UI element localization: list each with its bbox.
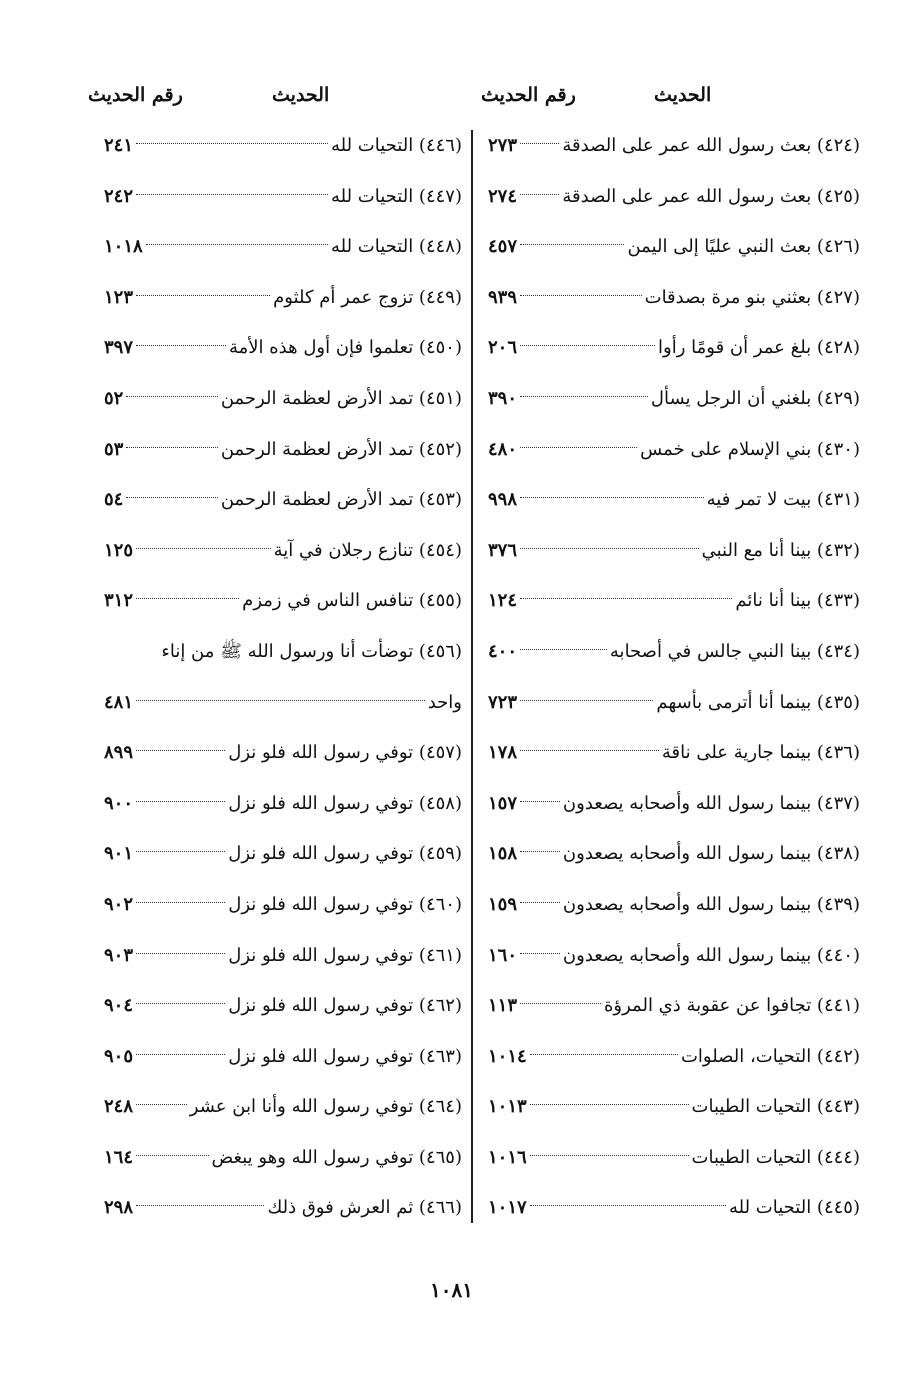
index-entry [488, 172, 860, 223]
hadith-title: (٤٤٢) التحيات، الصلوات [680, 1045, 860, 1067]
hadith-title: (٤٢٥) بعث رسول الله عمر على الصدقة [562, 185, 860, 207]
hadith-title: (٤٥٦) توضأت أنا ورسول الله ﷺ من إناء [161, 640, 462, 662]
hadith-number: ١٠١٦ [488, 1146, 527, 1168]
hadith-number: ٥٣ [104, 438, 124, 460]
hadith-title: (٤٥٣) تمد الأرض لعظمة الرحمن [220, 489, 462, 511]
right-column-number-header: رقم الحديث [481, 84, 576, 106]
hadith-title: (٤٢٧) بعثني بنو مرة بصدقات [644, 286, 860, 308]
index-entry [488, 475, 860, 526]
dot-leader [520, 548, 699, 549]
hadith-number: ٧٢٣ [488, 691, 518, 713]
hadith-number: ١٥٨ [488, 843, 518, 865]
hadith-title: (٤٥١) تمد الأرض لعظمة الرحمن [220, 387, 462, 409]
hadith-number: ٨٩٩ [104, 742, 134, 764]
dot-leader [520, 244, 624, 245]
hadith-title: (٤٦٢) توفي رسول الله فلو نزل [228, 995, 462, 1017]
index-entry [488, 779, 860, 830]
index-entry [104, 1133, 462, 1184]
index-entry [488, 121, 860, 172]
dot-leader [126, 396, 217, 397]
dot-leader [136, 1205, 264, 1206]
index-entry [488, 829, 860, 880]
hadith-number: ٤٨٠ [488, 438, 518, 460]
index-entry [104, 931, 462, 982]
left-column-number-header: رقم الحديث [88, 84, 183, 106]
hadith-title: (٤٥٩) توفي رسول الله فلو نزل [228, 843, 462, 865]
hadith-number: ٥٤ [104, 489, 124, 511]
left-column-hadith-header: الحديث [272, 84, 330, 106]
hadith-title: (٤٢٨) بلغ عمر أن قومًا رأوا [658, 337, 860, 359]
index-entry [104, 222, 462, 273]
hadith-number: ٩٣٩ [488, 286, 518, 308]
index-entry [104, 323, 462, 374]
index-entry [488, 678, 860, 729]
hadith-number: ٢٧٣ [488, 135, 518, 156]
dot-leader [520, 801, 560, 802]
dot-leader [126, 447, 217, 448]
dot-leader [136, 750, 225, 751]
hadith-title: (٤٣٨) بينما رسول الله وأصحابه يصعدون [562, 843, 860, 865]
hadith-title: (٤٤٧) التحيات لله [330, 185, 462, 207]
hadith-title: (٤٣٣) بينا أنا نائم [735, 590, 860, 612]
hadith-number: ٣٧٦ [488, 539, 518, 561]
hadith-number: ١٢٥ [104, 539, 134, 561]
hadith-number: ٥٢ [104, 387, 124, 409]
dot-leader [520, 295, 642, 296]
dot-leader [520, 851, 560, 852]
hadith-title: (٤٤٥) التحيات لله [728, 1197, 860, 1219]
dot-leader [530, 1054, 678, 1055]
index-entry [104, 1183, 462, 1234]
dot-leader [520, 750, 659, 751]
dot-leader [520, 1003, 601, 1004]
hadith-number: ١٦٠ [488, 944, 518, 966]
hadith-title: (٤٤٣) التحيات الطيبات [691, 1096, 860, 1118]
hadith-number: ٩٠١ [104, 843, 134, 865]
index-entry [488, 880, 860, 931]
hadith-title: (٤٢٦) بعث النبي عليًا إلى اليمن [627, 236, 860, 258]
index-entry [104, 728, 462, 779]
index-entry [488, 576, 860, 627]
dot-leader [136, 801, 225, 802]
left-index-column [104, 121, 462, 1234]
hadith-title: (٤٣١) بيت لا تمر فيه [706, 489, 860, 511]
hadith-number: ٢٩٨ [104, 1197, 134, 1219]
hadith-number: ١٢٣ [104, 286, 134, 308]
hadith-number: ١٢٤ [488, 590, 518, 612]
dot-leader [136, 194, 328, 195]
hadith-number: ١٦٤ [104, 1146, 134, 1168]
dot-leader [520, 497, 704, 498]
dot-leader [520, 194, 559, 195]
hadith-title: واحد [427, 691, 462, 713]
index-entry [488, 1133, 860, 1184]
hadith-title: (٤٣٥) بينما أنا أترمى بأسهم [656, 691, 860, 713]
index-entry [488, 222, 860, 273]
hadith-title: (٤٦٦) ثم العرش فوق ذلك [267, 1197, 462, 1219]
dot-leader [146, 244, 328, 245]
hadith-number: ٣٩٠ [488, 387, 518, 409]
hadith-number: ١٠١٣ [488, 1096, 527, 1118]
index-entry [104, 172, 462, 223]
hadith-number: ٩٠٠ [104, 792, 134, 814]
dot-leader [520, 396, 648, 397]
hadith-number: ٩٠٣ [104, 944, 134, 966]
index-entry [104, 121, 462, 172]
index-entry [104, 273, 462, 324]
hadith-title: (٤٤٩) تزوج عمر أم كلثوم [273, 286, 462, 308]
dot-leader [136, 851, 225, 852]
index-entry [488, 1082, 860, 1133]
index-entry [104, 1032, 462, 1083]
hadith-number: ٢٠٦ [488, 337, 518, 359]
hadith-number: ٩٩٨ [488, 489, 518, 511]
hadith-title: (٤٦١) توفي رسول الله فلو نزل [228, 944, 462, 966]
index-entry [488, 323, 860, 374]
hadith-number: ١٠١٨ [104, 236, 143, 258]
hadith-number: ٩٠٥ [104, 1045, 134, 1067]
index-entry [488, 425, 860, 476]
hadith-title: (٤٥٢) تمد الأرض لعظمة الرحمن [220, 438, 462, 460]
hadith-title: (٤٥٧) توفي رسول الله فلو نزل [228, 742, 462, 764]
index-entry [488, 981, 860, 1032]
hadith-title: (٤٣٧) بينما رسول الله وأصحابه يصعدون [562, 792, 860, 814]
column-divider [471, 130, 473, 1223]
hadith-title: (٤٥٠) تعلموا فإن أول هذه الأمة [228, 337, 462, 359]
dot-leader [530, 1155, 689, 1156]
hadith-title: (٤٦٤) توفي رسول الله وأنا ابن عشر [189, 1096, 462, 1118]
dot-leader [520, 447, 637, 448]
hadith-number: ٢٤٨ [104, 1096, 134, 1118]
dot-leader [136, 345, 226, 346]
dot-leader [136, 902, 225, 903]
dot-leader [530, 1205, 726, 1206]
dot-leader [136, 1054, 225, 1055]
hadith-title: (٤٣٤) بينا النبي جالس في أصحابه [609, 640, 860, 662]
hadith-number: ١٧٨ [488, 742, 518, 764]
index-entry [104, 880, 462, 931]
hadith-title: (٤٤٤) التحيات الطيبات [691, 1146, 860, 1168]
hadith-number: ١٥٧ [488, 792, 518, 814]
hadith-title: (٤٣٠) بني الإسلام على خمس [640, 438, 860, 460]
hadith-number: ٣٩٧ [104, 337, 134, 359]
hadith-number: ٤٨١ [104, 691, 134, 713]
dot-leader [520, 902, 560, 903]
hadith-title: (٤٤٨) التحيات لله [330, 236, 462, 258]
dot-leader [136, 1104, 187, 1105]
index-entry [488, 728, 860, 779]
hadith-number: ٢٤١ [104, 135, 134, 156]
dot-leader [136, 143, 328, 144]
hadith-title: (٤٢٩) بلغني أن الرجل يسأل [650, 387, 860, 409]
hadith-title: (٤٣٩) بينما رسول الله وأصحابه يصعدون [562, 893, 860, 915]
dot-leader [520, 143, 559, 144]
right-column-hadith-header: الحديث [654, 84, 712, 106]
hadith-title: (٤٦٣) توفي رسول الله فلو نزل [228, 1045, 462, 1067]
hadith-title: (٤٥٥) تنافس الناس في زمزم [242, 590, 462, 612]
index-entry [104, 425, 462, 476]
dot-leader [126, 497, 217, 498]
dot-leader [520, 649, 607, 650]
hadith-title: (٤٦٠) توفي رسول الله فلو نزل [228, 893, 462, 915]
index-entry [488, 374, 860, 425]
hadith-title: (٤٤٠) بينما رسول الله وأصحابه يصعدون [562, 944, 860, 966]
hadith-number: ٢٤٢ [104, 185, 134, 207]
right-index-column [488, 121, 860, 1234]
dot-leader [136, 700, 425, 701]
index-entry [104, 475, 462, 526]
dot-leader [136, 548, 271, 549]
index-entry [488, 1032, 860, 1083]
dot-leader [520, 700, 653, 701]
hadith-title: (٤٤٦) التحيات لله [330, 135, 462, 156]
index-entry [104, 779, 462, 830]
dot-leader [136, 295, 270, 296]
dot-leader [520, 598, 732, 599]
index-entry [488, 931, 860, 982]
dot-leader [520, 953, 560, 954]
page-number: ١٠٨١ [430, 1278, 473, 1302]
dot-leader [530, 1104, 689, 1105]
index-entry [488, 1183, 860, 1234]
index-entry [104, 981, 462, 1032]
hadith-number: ٤٠٠ [488, 640, 518, 662]
hadith-number: ٣١٢ [104, 590, 134, 612]
hadith-number: ٩٠٤ [104, 995, 134, 1017]
hadith-title: (٤٣٦) بينما جارية على ناقة [661, 742, 860, 764]
index-entry [104, 374, 462, 425]
hadith-number: ١٠١٧ [488, 1197, 527, 1219]
index-entry [104, 576, 462, 627]
hadith-number: ٤٥٧ [488, 236, 518, 258]
dot-leader [520, 345, 655, 346]
dot-leader [136, 953, 225, 954]
hadith-title: (٤٦٥) توفي رسول الله وهو يبغض [211, 1146, 462, 1168]
dot-leader [136, 598, 239, 599]
hadith-title: (٤٢٤) بعث رسول الله عمر على الصدقة [562, 135, 860, 156]
index-entry [104, 627, 462, 678]
index-entry [488, 273, 860, 324]
hadith-title: (٤٤١) تجافوا عن عقوبة ذي المرؤة [604, 995, 860, 1017]
index-entry [488, 627, 860, 678]
hadith-title: (٤٥٤) تنازع رجلان في آية [273, 539, 462, 561]
hadith-number: ٢٧٤ [488, 185, 518, 207]
index-entry [104, 1082, 462, 1133]
hadith-title: (٤٥٨) توفي رسول الله فلو نزل [228, 792, 462, 814]
hadith-number: ١١٣ [488, 995, 518, 1017]
index-entry [104, 678, 462, 729]
index-entry [488, 526, 860, 577]
hadith-number: ١٠١٤ [488, 1045, 527, 1067]
index-entry [104, 829, 462, 880]
dot-leader [136, 1155, 208, 1156]
hadith-number: ١٥٩ [488, 893, 518, 915]
index-entry [104, 526, 462, 577]
hadith-title: (٤٣٢) بينا أنا مع النبي [701, 539, 860, 561]
hadith-number: ٩٠٢ [104, 893, 134, 915]
dot-leader [136, 1003, 225, 1004]
